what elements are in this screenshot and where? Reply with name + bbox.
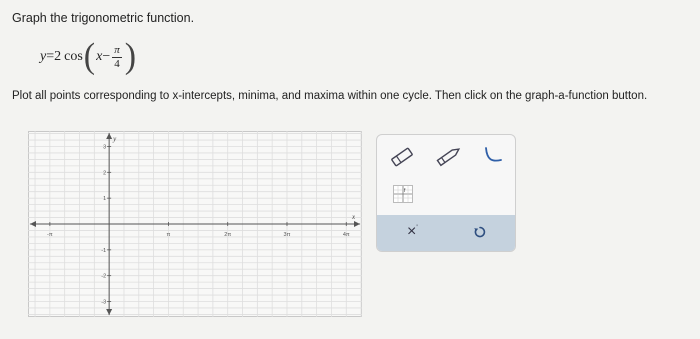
y-axis-label: y: [113, 135, 117, 143]
x-tick-label: -π: [47, 232, 53, 238]
svg-text:f: f: [404, 188, 406, 194]
line-tool-icon[interactable]: [435, 145, 463, 167]
y-tick-label: -1: [101, 247, 107, 254]
y-tick-label: -3: [101, 299, 107, 306]
y-tick-label: -2: [101, 273, 107, 280]
frac-numerator: π: [114, 43, 120, 56]
undo-icon[interactable]: [473, 225, 487, 244]
left-paren: (: [83, 37, 96, 76]
eq-func: cos: [64, 49, 83, 64]
point-tool-icon[interactable]: [390, 147, 414, 167]
equation: [40, 39, 137, 75]
graph-toolbar: [376, 134, 516, 252]
x-tick-label: π: [166, 232, 171, 238]
instructions: Plot all points corresponding to x-intercepts, minima, and maxima within one cycle. Then click on the graph-a-function button.: [12, 90, 648, 102]
x-axis-label: x: [352, 213, 356, 221]
x-tick-label: 3π: [283, 232, 291, 238]
x-tick-label: 2π: [224, 232, 232, 238]
y-tick-label: 2: [103, 170, 107, 177]
eq-var: x: [96, 49, 103, 64]
question-prompt: Graph the trigonometric function.: [12, 11, 195, 25]
eq-fraction: [112, 44, 122, 71]
right-paren: ): [124, 37, 137, 76]
eq-coef: 2: [54, 49, 62, 64]
toolbar-action-bar: [377, 215, 515, 251]
clear-button[interactable]: ×': [407, 223, 418, 240]
eq-equals: =: [46, 49, 55, 64]
frac-denominator: 4: [114, 57, 120, 70]
graph-canvas[interactable]: [28, 131, 362, 317]
eq-lhs: y: [40, 49, 47, 64]
graph-function-icon[interactable]: [393, 185, 413, 203]
eq-minus: −: [102, 49, 111, 64]
y-tick-label: 3: [103, 144, 107, 151]
x-tick-label: 4π: [342, 232, 350, 238]
y-tick-label: 1: [103, 196, 107, 203]
curve-tool-icon[interactable]: [482, 144, 504, 166]
graph-area[interactable]: [28, 131, 362, 317]
